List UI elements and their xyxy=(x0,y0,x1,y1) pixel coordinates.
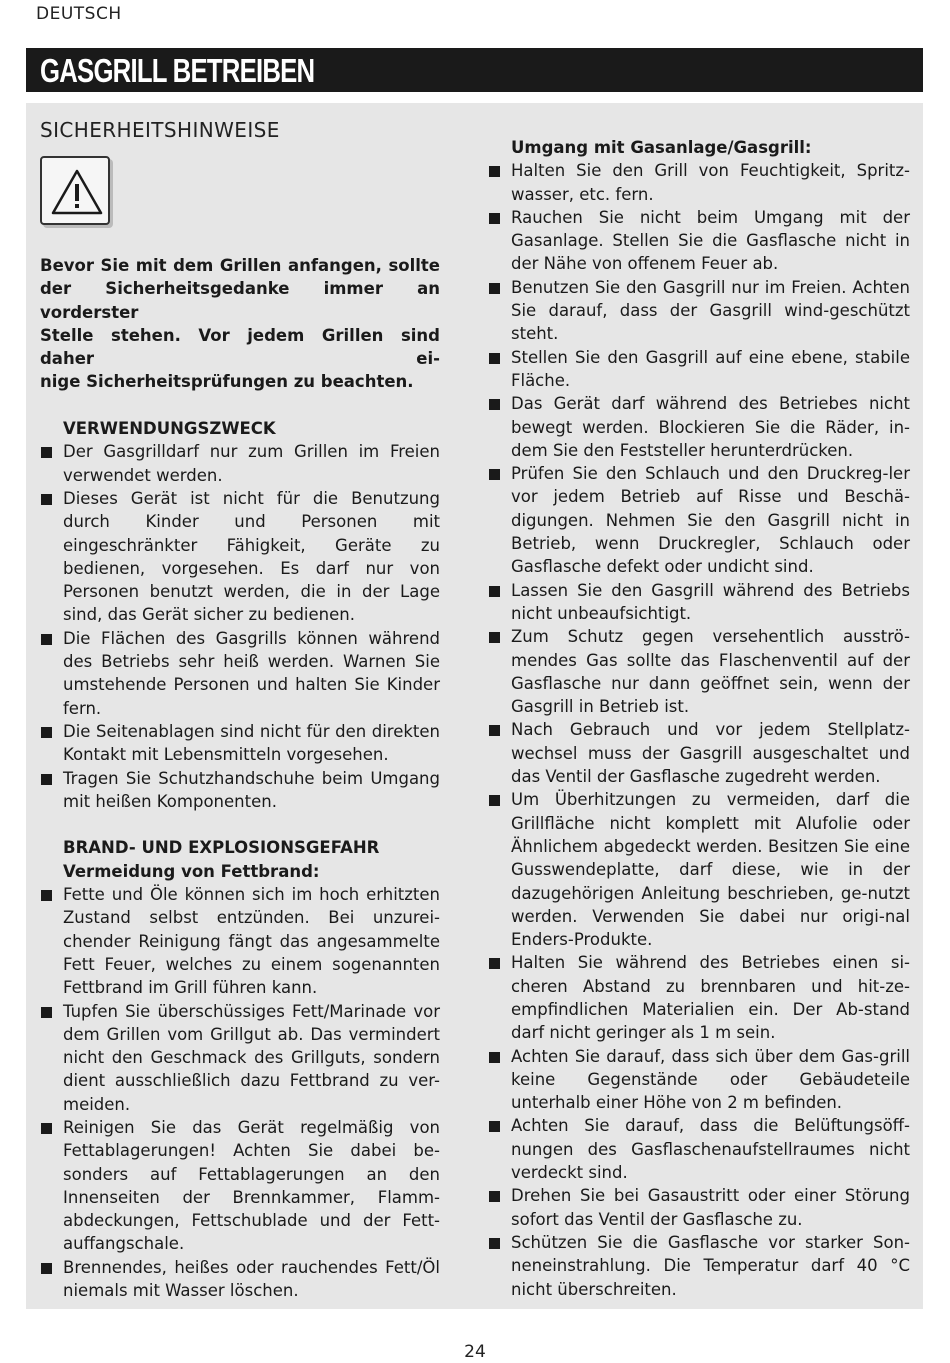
list-item: Fette und Öle können sich im hoch erhitzten Zustand selbst entzünden. Bei unzurei-chender Reinigung fängt das angesammelte Fett Feuer, welches zu einem sogenannten Fettbrand im Grill führen kann. xyxy=(40,883,440,999)
fire-list xyxy=(40,883,440,1302)
usage-list xyxy=(40,440,440,813)
list-item: Drehen Sie bei Gasaustritt oder einer Störung sofort das Ventil der Gasflasche zu. xyxy=(488,1184,910,1231)
language-label: DEUTSCH xyxy=(36,4,122,24)
list-item: Brennendes, heißes oder rauchendes Fett/Öl niemals mit Wasser löschen. xyxy=(40,1256,440,1303)
list-item: Nach Gebrauch und vor jedem Stellplatz-wechsel muss der Gasgrill ausgeschaltet und das Ventil der Gasflasche zugedreht werden. xyxy=(488,718,910,788)
left-column xyxy=(40,254,440,1302)
list-item: Benutzen Sie den Gasgrill nur im Freien. Achten Sie darauf, dass der Gasgrill wind-geschützt steht. xyxy=(488,276,910,346)
page-number: 24 xyxy=(464,1342,486,1362)
list-item: Zum Schutz gegen versehentlich ausströ-mendes Gas sollte das Flaschenventil auf der Gasflasche nur dann geöffnet sein, wenn der Gasgrill in Betrieb ist. xyxy=(488,625,910,718)
intro-line: Bevor Sie mit dem Grillen anfangen, sollte xyxy=(40,256,440,275)
intro-line: der Sicherheitsgedanke immer an vorderster xyxy=(40,279,440,322)
list-item: Tupfen Sie überschüssiges Fett/Marinade vor dem Grillen vom Grillgut ab. Das vermindert nicht den Geschmack des Grillguts, sondern dient ausschließlich dazu Fettbrand zu ver-meiden. xyxy=(40,1000,440,1116)
list-item: Der Gasgrilldarf nur zum Grillen im Freien verwendet werden. xyxy=(40,440,440,487)
list-item: Stellen Sie den Gasgrill auf eine ebene, stabile Fläche. xyxy=(488,346,910,393)
list-item: Achten Sie darauf, dass sich über dem Gas-grill keine Gegenstände oder Gebäudeteile unterhalb einer Höhe von 2 m befinden. xyxy=(488,1045,910,1115)
usage-heading: VERWENDUNGSZWECK xyxy=(63,419,276,439)
list-item: Achten Sie darauf, dass die Belüftungsöff-nungen des Gasflaschenaufstellraumes nicht verdeckt sind. xyxy=(488,1114,910,1184)
list-item: Das Gerät darf während des Betriebes nicht bewegt werden. Blockieren Sie die Räder, in-dem Sie den Feststeller herunterdrücken. xyxy=(488,392,910,462)
list-item: Um Überhitzungen zu vermeiden, darf die Grillfläche nicht komplett mit Alufolie oder Ähnlichem abgedeckt werden. Besitzen Sie eine Gusswendeplatte, darf diese, wie in der dazugehörigen Anleitung beschrieben, ge-nutzt werden. Verwenden Sie dabei nur origi-nal Enders-Produkte. xyxy=(488,788,910,951)
title-bar xyxy=(26,48,923,92)
list-item: Dieses Gerät ist nicht für die Benutzung durch Kinder und Personen mit eingeschränkter Fähigkeit, Geräte zu bedienen, vorgesehen. Es darf nur von Personen benutzt werden, die in der Lage sind, das Gerät sicher zu bedienen. xyxy=(40,487,440,627)
list-item: Halten Sie den Grill von Feuchtigkeit, Spritz-wasser, etc. fern. xyxy=(488,159,910,206)
section-heading: SICHERHEITSHINWEISE xyxy=(40,118,280,142)
warning-triangle-icon xyxy=(50,167,104,217)
gas-heading: Umgang mit Gasanlage/Gasgrill: xyxy=(511,138,812,157)
list-item: Die Flächen des Gasgrills können während des Betriebs sehr heiß werden. Warnen Sie umstehende Personen und halten Sie Kinder fern. xyxy=(40,627,440,720)
right-column xyxy=(488,136,910,1301)
gas-list xyxy=(488,159,910,1301)
list-item: Die Seitenablagen sind nicht für den direkten Kontakt mit Lebensmitteln vorgesehen. xyxy=(40,720,440,767)
list-item: Schützen Sie die Gasflasche vor starker Son-neneinstrahlung. Die Temperatur darf 40 °C nicht überschreiten. xyxy=(488,1231,910,1301)
intro-line: Stelle stehen. Vor jedem Grillen sind daher ei- xyxy=(40,325,440,369)
intro-paragraph xyxy=(40,254,440,394)
fire-heading: BRAND- UND EXPLOSIONSGEFAHR xyxy=(63,838,380,858)
page-title: GASGRILL BETREIBEN xyxy=(40,52,315,89)
fire-subheading: Vermeidung von Fettbrand: xyxy=(63,861,320,881)
list-item: Halten Sie während des Betriebes einen si-cheren Abstand zu brennbaren und hit-ze-empfindlichen Materialien ein. Der Ab-stand darf nicht geringer als 1 m sein. xyxy=(488,951,910,1044)
list-item: Prüfen Sie den Schlauch und den Druckreg-ler vor jedem Betrieb auf Risse und Beschä-digungen. Nehmen Sie den Gasgrill nicht in Betrieb, wenn Druckregler, Schlauch oder Gasflasche defekt oder undicht sind. xyxy=(488,462,910,578)
list-item: Reinigen Sie das Gerät regelmäßig von Fettablagerungen! Achten Sie dabei be-sonders auf Fettablagerungen an den Innenseiten der Brennkammer, Flamm-abdeckungen, Fettschublade und der Fett-auffangschale. xyxy=(40,1116,440,1256)
list-item: Rauchen Sie nicht beim Umgang mit der Gasanlage. Stellen Sie die Gasflasche nicht in der Nähe von offenem Feuer ab. xyxy=(488,206,910,276)
list-item: Tragen Sie Schutzhandschuhe beim Umgang mit heißen Komponenten. xyxy=(40,767,440,814)
warning-box xyxy=(40,156,110,225)
intro-line: nige Sicherheitsprüfungen zu beachten. xyxy=(40,372,414,392)
list-item: Lassen Sie den Gasgrill während des Betriebs nicht unbeaufsichtigt. xyxy=(488,579,910,626)
